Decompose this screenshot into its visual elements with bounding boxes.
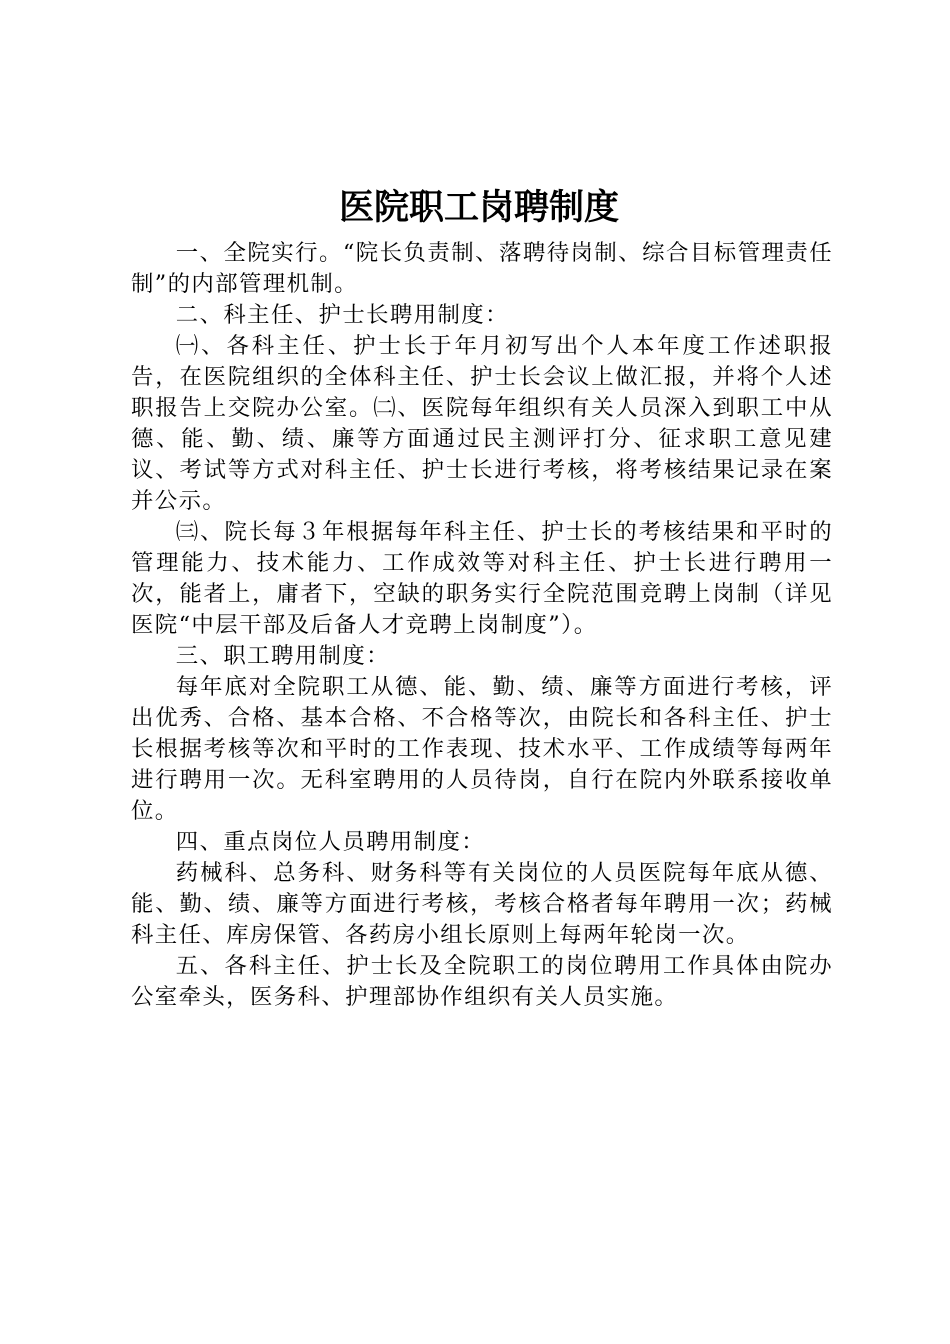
paragraph-2: 二、科主任、护士长聘用制度： — [175, 302, 509, 328]
paragraph-6: 每年底对全院职工从德、能、勤、绩、廉等方面进行考核，评出优秀、合格、基本合格、不合格等次，由院长和各科主任、护士长根据考核等次和平时的工作表现、技术水平、工作成绩等每两年进行聘用一次。无科室聘用的人员待岗，自行在院内外联系接收单位。 — [131, 674, 833, 824]
paragraph-7: 四、重点岗位人员聘用制度： — [175, 829, 486, 855]
paragraph-8: 药械科、总务科、财务科等有关岗位的人员医院每年底从德、能、勤、绩、廉等方面进行考核，考核合格者每年聘用一次；药械科主任、库房保管、各药房小组长原则上每两年轮岗一次。 — [131, 860, 833, 948]
paragraph-9: 五、各科主任、护士长及全院职工的岗位聘用工作具体由院办公室牵头，医务科、护理部协作组织有关人员实施。 — [131, 953, 833, 1010]
document-body — [131, 238, 833, 1013]
paragraph-5: 三、职工聘用制度： — [175, 643, 390, 669]
document-title: 医院职工岗聘制度 — [338, 187, 619, 228]
paragraph-4: ㈢、院长每３年根据每年科主任、护士长的考核结果和平时的管理能力、技术能力、工作成效等对科主任、护士长进行聘用一次，能者上，庸者下，空缺的职务实行全院范围竞聘上岗制（详见医院“中层干部及后备人才竞聘上岗制度”）。 — [131, 519, 833, 638]
paragraph-1: 一、全院实行。“院长负责制、落聘待岗制、综合目标管理责任制”的内部管理机制。 — [131, 240, 833, 297]
paragraph-3: ㈠、各科主任、护士长于年月初写出个人本年度工作述职报告，在医院组织的全体科主任、护士长会议上做汇报，并将个人述职报告上交院办公室。㈡、医院每年组织有关人员深入到职工中从德、能、勤、绩、廉等方面通过民主测评打分、征求职工意见建议、考试等方式对科主任、护士长进行考核，将考核结果记录在案并公示。 — [131, 333, 833, 514]
